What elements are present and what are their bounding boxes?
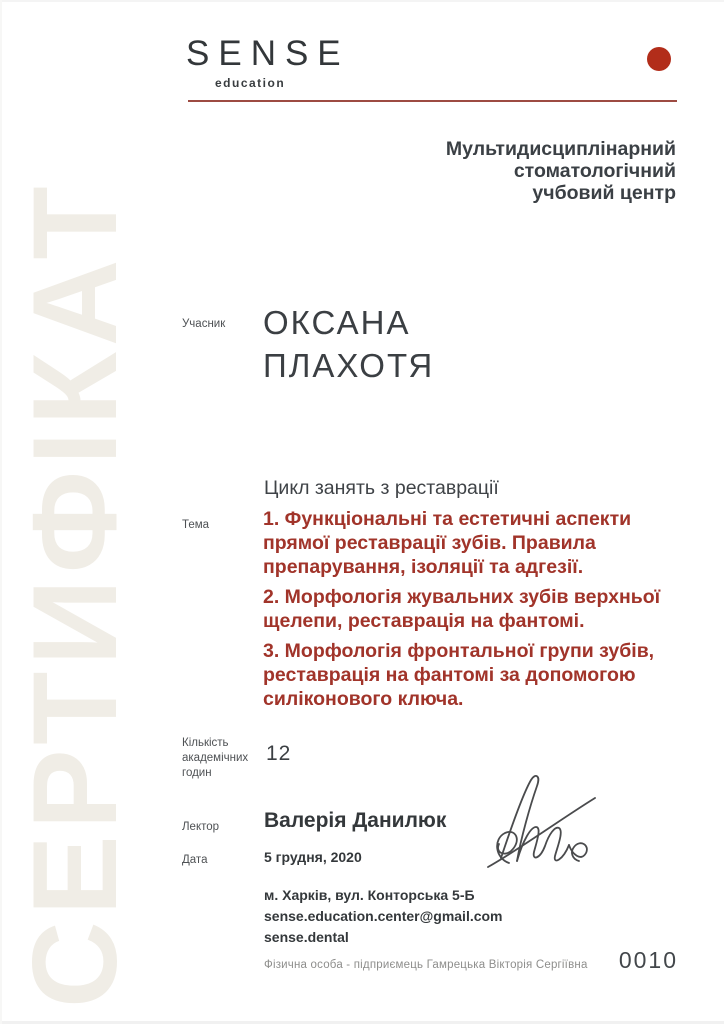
legal-entity: Фізична особа - підприємець Гамрецька Вікторія Сергіївна xyxy=(264,959,588,971)
date-label: Дата xyxy=(182,854,208,866)
topic-list xyxy=(263,507,681,717)
website-line: sense.dental xyxy=(264,929,349,945)
date-value: 5 грудня, 2020 xyxy=(264,849,362,865)
watermark-text: СЕРТИФІКАТ xyxy=(8,180,142,1008)
logo-text: SENSE xyxy=(186,34,350,73)
hours-label: Кількість академічних годин xyxy=(182,737,249,779)
signature xyxy=(478,766,613,881)
center-name xyxy=(446,138,676,204)
participant-name xyxy=(263,301,434,387)
center-name-line: учбовий центр xyxy=(532,182,676,204)
email-line: sense.education.center@gmail.com xyxy=(264,908,503,924)
participant-first-name: ОКСАНА xyxy=(263,304,411,341)
participant-last-name: ПЛАХОТЯ xyxy=(263,347,435,384)
header-divider xyxy=(188,100,677,102)
topic-item: 1. Функціональні та естетичні аспекти прямої реставрації зубів. Правила препарування, ізоляції та адгезії. xyxy=(263,508,632,578)
contact-block xyxy=(264,885,503,948)
topic-item: 3. Морфологія фронтальної групи зубів, реставрація на фантомі за допомогою силіконового ключа. xyxy=(263,640,655,710)
cycle-title: Цикл занять з реставрації xyxy=(264,477,499,499)
participant-label: Учасник xyxy=(182,318,226,330)
topic-label: Тема xyxy=(182,519,210,531)
topic-item: 2. Морфологія жувальних зубів верхньої щелепи, реставрація на фантомі. xyxy=(263,586,661,632)
red-dot-icon xyxy=(647,47,671,71)
center-name-line: стоматологічний xyxy=(513,160,676,182)
scan-edge xyxy=(0,0,2,1024)
scan-edge xyxy=(0,0,724,2)
lecturer-label: Лектор xyxy=(182,821,220,833)
address-line: м. Харків, вул. Конторська 5-Б xyxy=(264,887,475,903)
certificate-number: 0010 xyxy=(618,947,678,973)
hours-value: 12 xyxy=(266,742,292,765)
logo-subtext: education xyxy=(215,76,286,90)
lecturer-name: Валерія Данилюк xyxy=(264,809,447,832)
center-name-line: Мультидисциплінарний xyxy=(445,138,676,160)
